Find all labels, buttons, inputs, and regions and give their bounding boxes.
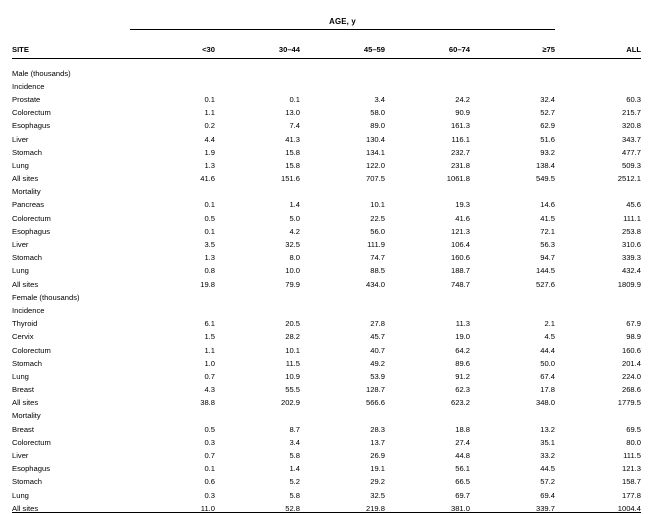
table-row (12, 328, 641, 341)
row-value: 56.3 (540, 240, 555, 250)
row-value: 19.0 (455, 332, 470, 342)
row-label: Colorectum (12, 108, 51, 118)
row-value: 111.5 (623, 451, 641, 461)
row-value: 160.6 (450, 253, 470, 263)
row-value: 201.4 (621, 358, 641, 368)
row-value: 27.4 (455, 437, 470, 447)
row-label: All sites (12, 174, 39, 184)
row-value (555, 77, 641, 90)
row-label: Colorectum (12, 345, 51, 355)
row-value: 1.1 (204, 108, 215, 118)
row-value: 1.4 (289, 200, 300, 210)
row-value: 80.0 (626, 437, 641, 447)
row-value: 268.6 (621, 385, 641, 395)
row-value: 215.7 (621, 108, 641, 118)
row-value: 8.7 (289, 424, 300, 434)
row-value (385, 407, 470, 420)
row-value: 0.2 (204, 121, 215, 131)
table-row (12, 499, 641, 513)
row-value: 8.0 (289, 253, 300, 263)
row-value: 138.4 (535, 160, 555, 170)
row-value: 69.4 (540, 490, 555, 500)
row-label: Lung (12, 371, 29, 381)
row-label: Stomach (12, 477, 42, 487)
row-value: 151.6 (280, 174, 300, 184)
row-value: 28.3 (370, 424, 385, 434)
row-value: 52.8 (285, 503, 300, 513)
row-value: 98.9 (626, 332, 641, 342)
row-value: 4.2 (289, 226, 300, 236)
row-value: 10.1 (285, 345, 300, 355)
table-row (12, 446, 641, 459)
column-header-75plus: ≥75 (542, 45, 555, 55)
row-value: 19.1 (370, 464, 385, 474)
row-value: 15.8 (285, 160, 300, 170)
row-label: Mortality (12, 187, 41, 197)
row-value: 106.4 (450, 240, 470, 250)
row-value: 53.9 (370, 371, 385, 381)
row-value: 55.5 (285, 385, 300, 395)
row-label: Cervix (12, 332, 34, 342)
age-group-header: AGE, y (329, 17, 356, 27)
row-value: 160.6 (621, 345, 641, 355)
row-value: 623.2 (450, 398, 470, 408)
empty-corner-cell (12, 10, 130, 28)
row-value (215, 77, 300, 90)
row-label: All sites (12, 398, 39, 408)
row-value: 232.7 (450, 147, 470, 157)
row-value: 111.1 (623, 213, 641, 223)
row-value (215, 407, 300, 420)
table-row (12, 209, 641, 222)
row-value: 5.8 (289, 451, 300, 461)
row-label: Colorectum (12, 213, 51, 223)
row-value: 339.7 (535, 503, 555, 513)
row-value (300, 64, 385, 77)
row-value: 5.0 (289, 213, 300, 223)
row-value (130, 288, 215, 301)
row-value: 91.2 (455, 371, 470, 381)
table-row (12, 394, 641, 407)
row-label: All sites (12, 503, 39, 513)
row-value: 69.5 (626, 424, 641, 434)
row-label: Breast (12, 385, 34, 395)
row-value: 14.6 (540, 200, 555, 210)
row-value: 6.1 (204, 319, 215, 329)
row-value (385, 64, 470, 77)
table-row (12, 381, 641, 394)
column-header-all: ALL (626, 45, 641, 55)
row-label: Breast (12, 424, 34, 434)
row-value: 29.2 (370, 477, 385, 487)
row-value: 72.1 (540, 226, 555, 236)
row-label: Colorectum (12, 437, 51, 447)
row-value: 0.7 (204, 451, 215, 461)
row-label: Prostate (12, 94, 41, 104)
row-value: 4.3 (204, 385, 215, 395)
row-value: 13.2 (540, 424, 555, 434)
row-value: 0.1 (204, 200, 215, 210)
row-value: 128.7 (365, 385, 385, 395)
row-value: 1779.5 (617, 398, 641, 408)
row-value (470, 301, 555, 314)
row-value: 67.9 (626, 319, 641, 329)
row-value: 707.5 (365, 174, 385, 184)
row-value: 62.9 (540, 121, 555, 131)
row-label: Stomach (12, 358, 42, 368)
row-value (215, 288, 300, 301)
row-value: 158.7 (621, 477, 641, 487)
row-value (470, 77, 555, 90)
table-row (12, 460, 641, 473)
row-label: Thyroid (12, 319, 38, 329)
row-value: 188.7 (450, 266, 470, 276)
row-value: 3.5 (204, 240, 215, 250)
table-row (12, 288, 641, 301)
table-row (12, 407, 641, 420)
row-value: 1.5 (204, 332, 215, 342)
column-header-45-59: 45–59 (363, 45, 385, 55)
row-value: 130.4 (365, 134, 385, 144)
row-value: 0.1 (204, 464, 215, 474)
row-value: 381.0 (450, 503, 470, 513)
row-value (385, 288, 470, 301)
row-value: 56.0 (370, 226, 385, 236)
row-label: Esophagus (12, 121, 50, 131)
row-value: 111.9 (367, 240, 385, 250)
row-value: 51.6 (540, 134, 555, 144)
row-value (300, 301, 385, 314)
row-value: 41.6 (200, 174, 215, 184)
table-row (12, 301, 641, 314)
row-value: 1004.4 (617, 503, 641, 513)
row-value: 66.5 (455, 477, 470, 487)
row-label: Liver (12, 134, 29, 144)
row-value: 1809.9 (617, 279, 641, 289)
table-row (12, 275, 641, 288)
row-value: 219.8 (365, 503, 385, 513)
row-value: 13.7 (370, 437, 385, 447)
row-label: Esophagus (12, 226, 50, 236)
row-value (555, 64, 641, 77)
row-value (555, 407, 641, 420)
table-row (12, 156, 641, 169)
row-value: 549.5 (535, 174, 555, 184)
table-row (12, 473, 641, 486)
row-value: 0.1 (204, 94, 215, 104)
row-value: 10.0 (285, 266, 300, 276)
row-value: 748.7 (450, 279, 470, 289)
row-value: 144.5 (535, 266, 555, 276)
row-value: 0.1 (289, 94, 300, 104)
row-value: 60.3 (626, 94, 641, 104)
table-row (12, 367, 641, 380)
row-value: 177.8 (621, 490, 641, 500)
column-header-row (12, 30, 641, 58)
row-value (555, 183, 641, 196)
row-value (385, 301, 470, 314)
row-value: 26.9 (370, 451, 385, 461)
table-row (12, 354, 641, 367)
row-value: 19.8 (200, 279, 215, 289)
row-value: 0.3 (204, 437, 215, 447)
row-value (470, 64, 555, 77)
row-value: 56.1 (455, 464, 470, 474)
row-value: 348.0 (535, 398, 555, 408)
row-value (300, 183, 385, 196)
row-value: 7.4 (289, 121, 300, 131)
row-value: 13.0 (285, 108, 300, 118)
row-value: 2512.1 (617, 174, 641, 184)
table-body (12, 59, 641, 513)
row-value: 4.5 (544, 332, 555, 342)
row-value: 477.7 (621, 147, 641, 157)
row-value: 24.2 (455, 94, 470, 104)
row-value: 20.5 (285, 319, 300, 329)
row-value: 41.5 (540, 213, 555, 223)
row-value: 33.2 (540, 451, 555, 461)
row-value: 509.3 (621, 160, 641, 170)
row-value: 19.3 (455, 200, 470, 210)
row-value: 10.9 (285, 371, 300, 381)
table-row (12, 64, 641, 77)
table-row (12, 249, 641, 262)
row-label: Male (thousands) (12, 68, 71, 78)
row-label: Stomach (12, 147, 42, 157)
row-value (470, 407, 555, 420)
row-value: 40.7 (370, 345, 385, 355)
row-value: 202.9 (280, 398, 300, 408)
row-value (215, 64, 300, 77)
row-value (470, 183, 555, 196)
row-value: 10.1 (370, 200, 385, 210)
row-label: Esophagus (12, 464, 50, 474)
table-row (12, 341, 641, 354)
row-value (385, 183, 470, 196)
table-row (12, 90, 641, 103)
row-value (555, 301, 641, 314)
row-value (300, 407, 385, 420)
row-value: 52.7 (540, 108, 555, 118)
row-value: 1.9 (204, 147, 215, 157)
row-value (215, 301, 300, 314)
column-header-site: SITE (12, 45, 29, 55)
column-header-under30: <30 (202, 45, 215, 55)
row-label: Incidence (12, 305, 45, 315)
cancer-statistics-table (12, 10, 641, 514)
table-row (12, 486, 641, 499)
row-value (130, 301, 215, 314)
table-row (12, 262, 641, 275)
column-header-30-44: 30–44 (278, 45, 300, 55)
row-value: 231.8 (450, 160, 470, 170)
row-value: 41.6 (455, 213, 470, 223)
row-value: 121.3 (621, 464, 641, 474)
row-value: 11.5 (285, 358, 300, 368)
row-value: 93.2 (540, 147, 555, 157)
row-value: 339.3 (621, 253, 641, 263)
row-value: 224.0 (621, 371, 641, 381)
table-row (12, 143, 641, 156)
row-value: 3.4 (289, 437, 300, 447)
row-value: 89.6 (455, 358, 470, 368)
row-value: 1.0 (204, 358, 215, 368)
row-value: 58.0 (370, 108, 385, 118)
row-value: 44.4 (540, 345, 555, 355)
row-value: 527.6 (535, 279, 555, 289)
row-value: 38.8 (200, 398, 215, 408)
table-row (12, 420, 641, 433)
row-value: 74.7 (370, 253, 385, 263)
row-value: 5.8 (289, 490, 300, 500)
row-value: 15.8 (285, 147, 300, 157)
table-row (12, 222, 641, 235)
row-value: 1.4 (289, 464, 300, 474)
row-label: Lung (12, 490, 29, 500)
row-value: 343.7 (621, 134, 641, 144)
row-label: Pancreas (12, 200, 45, 210)
row-value: 28.2 (285, 332, 300, 342)
row-value: 3.4 (374, 94, 385, 104)
row-value: 0.1 (204, 226, 215, 236)
row-value: 5.2 (289, 477, 300, 487)
row-value: 32.5 (370, 490, 385, 500)
row-value: 18.8 (455, 424, 470, 434)
row-value (130, 183, 215, 196)
row-label: Female (thousands) (12, 292, 80, 302)
row-value: 310.6 (621, 240, 641, 250)
row-value: 32.5 (285, 240, 300, 250)
row-value: 45.7 (370, 332, 385, 342)
row-value (385, 77, 470, 90)
row-value: 134.1 (365, 147, 385, 157)
column-header-60-74: 60–74 (448, 45, 470, 55)
row-value (130, 77, 215, 90)
row-value (215, 183, 300, 196)
row-value: 50.0 (540, 358, 555, 368)
table-row (12, 170, 641, 183)
row-value: 35.1 (540, 437, 555, 447)
row-value: 161.3 (450, 121, 470, 131)
row-value (130, 407, 215, 420)
row-value: 17.8 (540, 385, 555, 395)
row-value: 49.2 (370, 358, 385, 368)
table-row (12, 196, 641, 209)
row-label: Stomach (12, 253, 42, 263)
row-value: 0.3 (204, 490, 215, 500)
row-value (470, 288, 555, 301)
row-value: 79.9 (285, 279, 300, 289)
row-value: 121.3 (450, 226, 470, 236)
row-value: 45.6 (626, 200, 641, 210)
row-value: 11.3 (455, 319, 470, 329)
row-value: 90.9 (455, 108, 470, 118)
row-label: Liver (12, 451, 29, 461)
row-value: 41.3 (285, 134, 300, 144)
row-value (300, 77, 385, 90)
row-value: 0.8 (204, 266, 215, 276)
row-label: Mortality (12, 411, 41, 421)
row-label: Incidence (12, 81, 45, 91)
row-value: 116.1 (451, 134, 470, 144)
table-header (12, 10, 641, 59)
row-value: 122.0 (365, 160, 385, 170)
empty-all-header-cell (555, 10, 641, 28)
row-value: 1.3 (204, 160, 215, 170)
table-row (12, 117, 641, 130)
row-value: 1.3 (204, 253, 215, 263)
table-row (12, 235, 641, 248)
row-value: 0.6 (204, 477, 215, 487)
row-value: 0.5 (204, 424, 215, 434)
row-value: 44.5 (540, 464, 555, 474)
row-value: 2.1 (544, 319, 555, 329)
row-label: Lung (12, 160, 29, 170)
row-value: 566.6 (365, 398, 385, 408)
row-value: 1.1 (204, 345, 215, 355)
table-row (12, 315, 641, 328)
age-group-header-row (12, 10, 641, 28)
row-label: All sites (12, 279, 39, 289)
table-row (12, 77, 641, 90)
table-row (12, 130, 641, 143)
table-row (12, 433, 641, 446)
row-value: 1061.8 (446, 174, 470, 184)
row-value: 432.4 (621, 266, 641, 276)
row-label: Liver (12, 240, 29, 250)
row-label: Lung (12, 266, 29, 276)
row-value: 88.5 (370, 266, 385, 276)
row-value: 44.8 (455, 451, 470, 461)
row-value: 253.8 (621, 226, 641, 236)
row-value (555, 288, 641, 301)
row-value: 4.4 (204, 134, 215, 144)
row-value: 64.2 (455, 345, 470, 355)
row-value: 11.0 (200, 503, 215, 513)
row-value: 22.5 (370, 213, 385, 223)
row-value: 89.0 (370, 121, 385, 131)
row-value: 67.4 (540, 371, 555, 381)
row-value: 0.5 (204, 213, 215, 223)
row-value: 69.7 (455, 490, 470, 500)
row-value: 320.8 (621, 121, 641, 131)
row-value: 94.7 (540, 253, 555, 263)
row-value (130, 64, 215, 77)
row-value: 57.2 (540, 477, 555, 487)
row-value: 32.4 (540, 94, 555, 104)
row-value: 62.3 (455, 385, 470, 395)
row-value: 27.8 (370, 319, 385, 329)
row-value: 434.0 (365, 279, 385, 289)
table-row (12, 104, 641, 117)
table-row (12, 183, 641, 196)
row-value: 0.7 (204, 371, 215, 381)
row-value (300, 288, 385, 301)
